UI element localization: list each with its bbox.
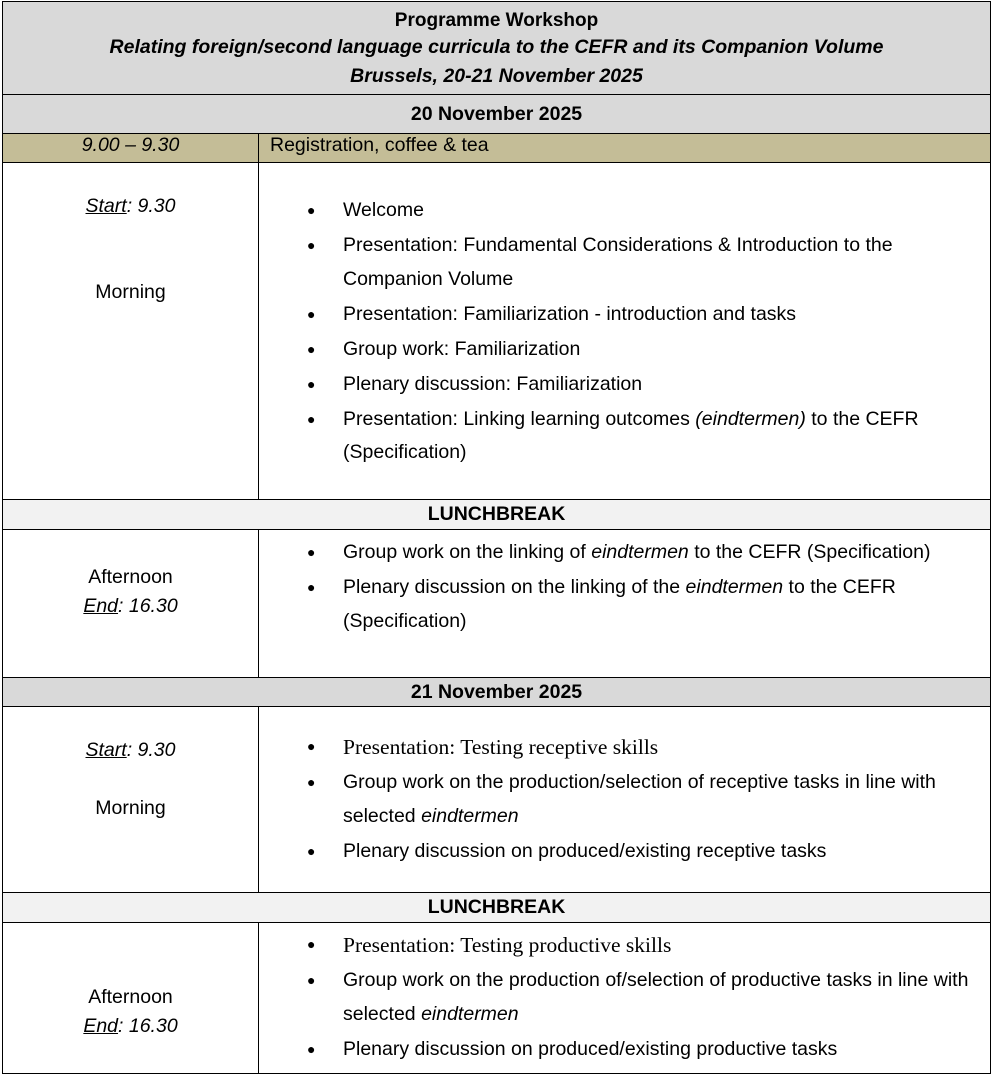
day1-morning-activities	[259, 163, 991, 500]
list-item	[259, 929, 990, 963]
bullet-icon: ●	[307, 938, 316, 953]
start-time: : 9.30	[126, 195, 176, 217]
list-item	[259, 731, 990, 765]
item-text: to the CEFR (Specification)	[343, 407, 919, 463]
list-item	[259, 835, 990, 869]
item-text: Plenary discussion on produced/existing receptive tasks	[343, 839, 827, 862]
day1-morning-time-cell	[3, 163, 259, 500]
bullet-icon: ●	[307, 237, 316, 253]
end-label: End	[83, 1015, 119, 1037]
item-text: Plenary discussion: Familiarization	[343, 372, 643, 395]
day2-date: 21 November 2025	[3, 678, 991, 707]
list-item	[259, 333, 990, 367]
bullet-icon: ●	[307, 340, 316, 357]
day2-lunchbreak: LUNCHBREAK	[3, 893, 991, 923]
day2-afternoon-list	[259, 929, 990, 1066]
item-text: to the CEFR (Specification)	[343, 576, 896, 632]
day1-date-row	[3, 95, 991, 134]
list-item	[259, 194, 990, 228]
day1-afternoon-time-cell	[3, 530, 259, 678]
item-text: Group work on the production of/selection of productive tasks in line with selected	[343, 969, 969, 1025]
start-label: Start	[85, 739, 127, 761]
list-item	[259, 766, 990, 833]
item-term: eindtermen	[591, 541, 689, 563]
programme-table	[2, 1, 991, 1074]
day1-lunch-row	[3, 500, 991, 530]
registration-row	[3, 134, 991, 163]
day2-afternoon-end	[3, 1012, 258, 1041]
day2-afternoon-label: Afternoon	[88, 986, 173, 1008]
list-item	[259, 571, 990, 638]
list-item	[259, 536, 990, 570]
day1-morning-start	[3, 163, 258, 218]
bullet-icon: ●	[307, 842, 316, 859]
item-text: Welcome	[343, 199, 424, 221]
day1-morning-label: Morning	[95, 281, 166, 303]
workshop-location-date: Brussels, 20-21 November 2025	[350, 65, 643, 87]
item-term: eindtermen	[685, 576, 784, 598]
bullet-icon: ●	[307, 740, 316, 755]
item-text: Presentation: Testing receptive skills	[343, 735, 659, 759]
item-text: Plenary discussion on produced/existing productive tasks	[343, 1037, 838, 1060]
item-text: Group work on the production/selection of receptive tasks in line with selected	[343, 771, 936, 827]
day1-afternoon-end	[3, 592, 258, 621]
day1-afternoon-label: Afternoon	[88, 566, 173, 588]
start-time: : 9.30	[126, 739, 176, 761]
item-text: Group work on the linking of	[343, 541, 592, 563]
item-text: Plenary discussion on the linking of the	[343, 576, 686, 598]
bullet-icon: ●	[307, 305, 316, 322]
item-text: to the CEFR (Specification)	[688, 541, 931, 563]
item-text: Group work: Familiarization	[343, 337, 581, 360]
day2-morning-time-cell	[3, 707, 259, 893]
day2-morning-list	[259, 731, 990, 868]
header-row	[3, 2, 991, 95]
day1-morning-row	[3, 163, 991, 500]
end-label: End	[83, 595, 119, 617]
list-item	[259, 368, 990, 402]
list-item	[259, 298, 990, 332]
bullet-icon: ●	[307, 774, 316, 790]
bullet-icon: ●	[307, 375, 316, 392]
bullet-icon: ●	[307, 202, 316, 218]
registration-time: 9.00 – 9.30	[3, 134, 259, 163]
item-text: Presentation: Familiarization - introduction and tasks	[343, 302, 797, 325]
item-text: Presentation: Linking learning outcomes	[343, 407, 696, 430]
end-time: : 16.30	[118, 595, 178, 617]
day2-morning-start	[3, 707, 258, 762]
item-term: (eindtermen)	[695, 407, 806, 430]
list-item	[259, 964, 990, 1031]
header-cell	[3, 2, 991, 95]
registration-text: Registration, coffee & tea	[259, 134, 991, 163]
day2-lunch-row	[3, 893, 991, 923]
bullet-icon: ●	[307, 410, 316, 427]
programme-title: Programme Workshop	[394, 10, 599, 31]
day1-morning-list	[259, 194, 990, 470]
day2-morning-label: Morning	[95, 797, 166, 819]
item-term: eindtermen	[421, 804, 519, 827]
bullet-icon: ●	[307, 972, 316, 988]
day1-afternoon-activities	[259, 530, 991, 678]
end-time: : 16.30	[118, 1015, 178, 1037]
item-text: Presentation: Testing productive skills	[343, 933, 672, 957]
item-text: Presentation: Fundamental Considerations & Introduction to the Companion Volume	[343, 234, 893, 290]
day2-date-row	[3, 678, 991, 707]
day2-afternoon-row	[3, 923, 991, 1074]
bullet-icon: ●	[307, 544, 316, 560]
list-item	[259, 403, 990, 470]
day1-lunchbreak: LUNCHBREAK	[3, 500, 991, 530]
list-item	[259, 1033, 990, 1067]
day2-afternoon-activities	[259, 923, 991, 1074]
list-item	[259, 229, 990, 296]
day2-afternoon-time-cell	[3, 923, 259, 1074]
workshop-subtitle: Relating foreign/second language curricula to the CEFR and its Companion Volume	[109, 36, 884, 58]
bullet-icon: ●	[307, 579, 316, 595]
start-label: Start	[85, 195, 127, 217]
day2-morning-activities	[259, 707, 991, 893]
day1-date: 20 November 2025	[3, 95, 991, 134]
day1-afternoon-row	[3, 530, 991, 678]
bullet-icon: ●	[307, 1040, 316, 1057]
day1-afternoon-list	[259, 536, 990, 638]
day2-morning-row	[3, 707, 991, 893]
item-term: eindtermen	[421, 1002, 519, 1025]
